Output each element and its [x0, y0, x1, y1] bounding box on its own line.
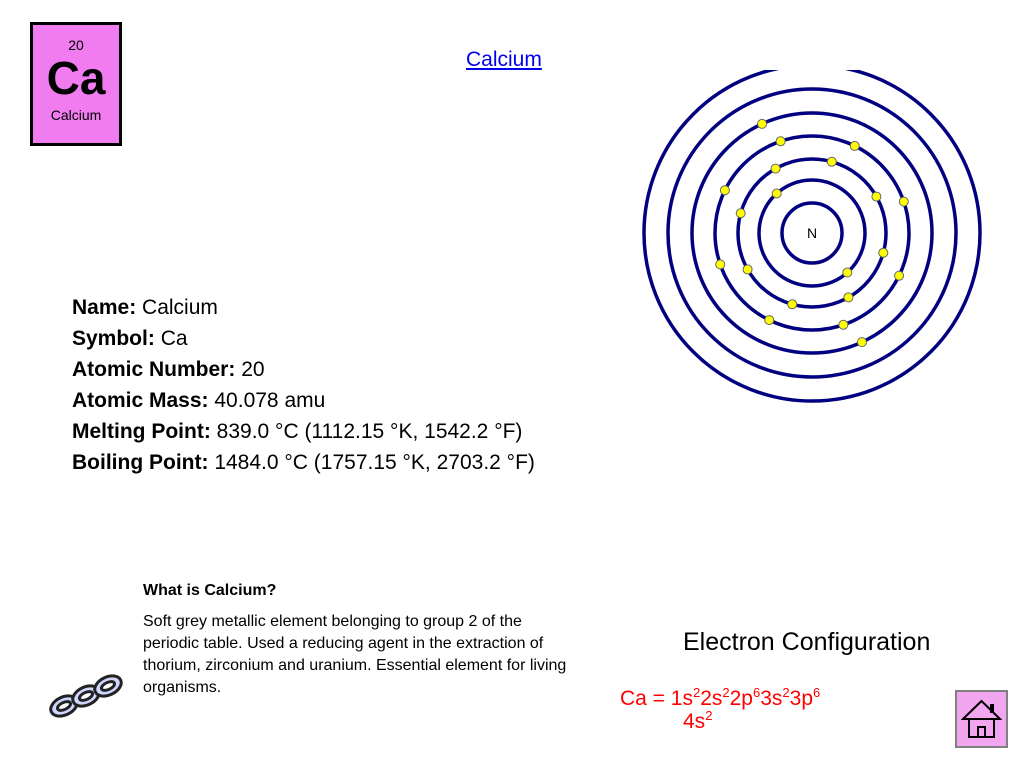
electron-config-terms [671, 687, 820, 710]
config-term: $2s^2$ [700, 685, 730, 710]
electron [743, 265, 752, 274]
prop-boiling-point: Boiling Point: 1484.0 °C (1757.15 °K, 2703.2 °F) [72, 451, 535, 474]
electron-config-line2 [683, 708, 712, 734]
description-text: Soft grey metallic element belonging to group 2 of the periodic table. Used a reducing agent in the extraction of thorium, zirconium and uranium. Essential element for living organisms. [143, 613, 567, 696]
config-superscript: 2 [782, 685, 790, 700]
prop-name: Name: Calcium [72, 296, 218, 319]
home-button[interactable] [955, 690, 1008, 748]
tile-atomic-number: 20 [68, 37, 84, 53]
config-superscript: 2 [705, 708, 713, 723]
config-term: $3p^6$ [789, 685, 821, 710]
tile-symbol: Ca [46, 52, 106, 104]
electron [872, 192, 881, 201]
electron [716, 260, 725, 269]
config-term: $4s^2$ [683, 708, 713, 733]
prop-melting-point: Melting Point: 839.0 °C (1112.15 °K, 1542.2 °F) [72, 420, 523, 443]
nucleus-label: N [806, 225, 818, 241]
electron [844, 293, 853, 302]
electron [736, 209, 745, 218]
element-properties [72, 292, 535, 478]
electron [895, 271, 904, 280]
home-icon [961, 698, 1002, 740]
electron [857, 338, 866, 347]
electron-config-line1: $Ca = 1s^22s^22p^63s^23p^6$ [620, 685, 821, 710]
element-tile [30, 22, 122, 146]
electron [788, 300, 797, 309]
electron [839, 320, 848, 329]
config-superscript: 2 [692, 685, 701, 700]
description-question: What is Calcium? [143, 582, 277, 599]
electron [899, 197, 908, 206]
config-term: $3s^2$ [760, 685, 790, 710]
electron [850, 141, 859, 150]
electron-config-title: Electron Configuration [683, 628, 931, 656]
electron [776, 137, 785, 146]
prop-symbol: Symbol: Ca [72, 327, 188, 350]
electron [879, 248, 888, 257]
config-superscript: 2 [722, 685, 730, 700]
electron [843, 268, 852, 277]
config-term: $2p^6$ [729, 685, 761, 710]
description-block [143, 580, 573, 699]
electron [765, 316, 774, 325]
prop-atomic-number: Atomic Number: 20 [72, 358, 265, 381]
electron [720, 186, 729, 195]
config-superscript: 6 [752, 685, 761, 700]
bohr-atom-diagram [628, 70, 998, 415]
config-superscript: 6 [813, 685, 821, 700]
config-term: $1s^2$ [670, 685, 701, 710]
electron [827, 157, 836, 166]
calcium-link[interactable]: Calcium [466, 48, 542, 71]
electron [772, 189, 781, 198]
electron [771, 164, 780, 173]
electron [758, 119, 767, 128]
chain-link-icon[interactable] [44, 668, 128, 724]
tile-name: Calcium [50, 107, 102, 123]
prop-atomic-mass: Atomic Mass: 40.078 amu [72, 389, 326, 412]
electron-config-terms-2 [683, 710, 712, 733]
